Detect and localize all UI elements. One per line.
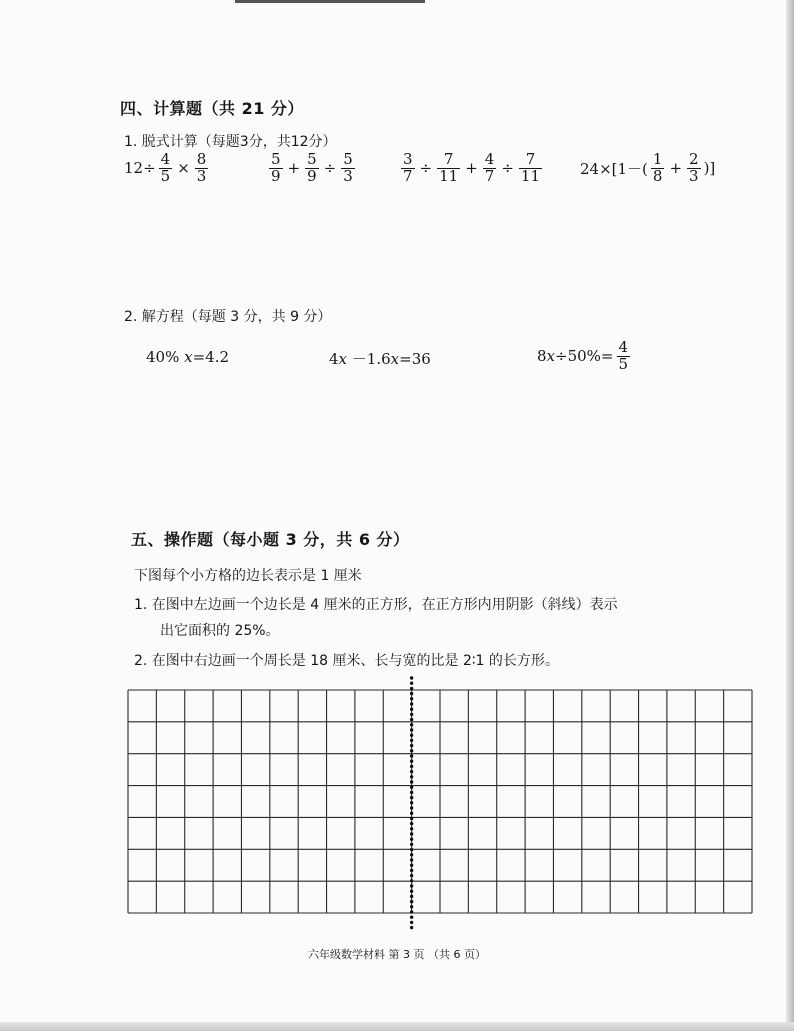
numerator: 3	[403, 150, 413, 168]
divider-dot	[410, 812, 413, 815]
divider-dot	[410, 713, 413, 716]
divider-dot	[410, 843, 413, 846]
operator: ÷	[419, 159, 433, 178]
divider-dot	[410, 848, 413, 851]
divider-dot	[410, 692, 413, 695]
section5-title: 五、操作题（每小题 3 分，共 6 分）	[131, 530, 410, 549]
divider-dot	[410, 895, 413, 898]
numerator: 4	[484, 150, 495, 168]
divider-dot	[410, 702, 413, 705]
operator: +	[287, 159, 301, 178]
denominator: 11	[520, 166, 541, 185]
variable: x	[338, 349, 348, 368]
divider-dot	[410, 739, 413, 742]
expr-text: 40%	[146, 348, 180, 366]
expr-text: 12÷	[124, 159, 156, 178]
expr-text: 24×[1－(	[580, 159, 648, 178]
task-1-line-1: 1. 在图中左边画一个边长是 4 厘米的正方形，在正方形内用阴影（斜线）表示	[134, 597, 618, 613]
numerator: 2	[689, 150, 699, 168]
divider-dot	[410, 734, 413, 737]
expr-text: －1.6	[351, 350, 391, 368]
divider-dot	[410, 921, 413, 924]
variable: x	[390, 349, 400, 368]
numerator: 7	[525, 150, 536, 168]
divider-dot	[410, 682, 413, 685]
expr-text: )]	[703, 159, 716, 178]
denominator: 9	[307, 166, 317, 185]
denominator: 11	[439, 166, 459, 185]
expr-text: =36	[399, 349, 431, 368]
numerator: 5	[307, 150, 317, 168]
divider-dot	[410, 916, 413, 919]
divider-dot	[410, 780, 413, 783]
divider-dot	[410, 775, 413, 778]
numerator: 4	[618, 338, 629, 356]
numerator: 8	[196, 150, 207, 168]
divider-dot	[410, 718, 413, 721]
numerator: 1	[652, 150, 663, 168]
divider-dot	[410, 869, 413, 872]
numerator: 7	[443, 150, 454, 168]
numerator: 5	[271, 150, 281, 168]
variable: x	[184, 348, 193, 366]
divider-dot	[410, 832, 413, 835]
divider-dot	[410, 744, 413, 747]
divider-dot	[410, 884, 413, 887]
task-2-text: 2. 在图中右边画一个周长是 18 厘米、长与宽的比是 2∶1 的长方形。	[134, 653, 559, 669]
divider-dot	[410, 786, 413, 789]
divider-dot	[410, 890, 413, 893]
denominator: 3	[689, 166, 699, 185]
divider-dot	[410, 708, 413, 711]
numerator: 5	[343, 150, 353, 168]
denominator: 3	[196, 166, 207, 185]
numerator: 4	[160, 150, 171, 168]
operator: ÷	[501, 159, 514, 178]
section4-title: 四、计算题（共 21 分）	[120, 99, 304, 118]
divider-dot	[410, 864, 413, 867]
denominator: 5	[160, 166, 171, 185]
denominator: 7	[484, 166, 495, 185]
divider-dot	[410, 697, 413, 700]
divider-dot	[410, 905, 413, 908]
divider-dot	[410, 874, 413, 877]
divider-dot	[410, 723, 413, 726]
expr-text: =4.2	[192, 348, 230, 366]
divider-dot	[410, 838, 413, 841]
page-footer: 六年级数学材料 第 3 页 （共 6 页）	[308, 948, 486, 961]
task-1-line-2: 出它面积的 25%。	[160, 623, 280, 639]
divider-dot	[410, 791, 413, 794]
denominator: 9	[271, 166, 281, 185]
variable: x	[546, 347, 556, 366]
operator: +	[669, 159, 683, 178]
divider-dot	[410, 827, 413, 830]
denominator: 3	[343, 166, 353, 185]
divider-dot	[410, 754, 413, 757]
divider-dot	[410, 817, 413, 820]
divider-dot	[410, 900, 413, 903]
q1-title: 1. 脱式计算（每题3分，共12分）	[124, 134, 337, 150]
operator: +	[465, 159, 478, 178]
operator: ×	[177, 159, 190, 178]
divider-dot	[410, 801, 413, 804]
operator: ÷	[323, 159, 337, 178]
expr-text: 4	[329, 349, 339, 368]
divider-dot	[410, 822, 413, 825]
divider-dot	[410, 749, 413, 752]
divider-dot	[410, 858, 413, 861]
grid-intro-text: 下图每个小方格的边长表示是 1 厘米	[134, 568, 362, 584]
divider-dot	[410, 765, 413, 768]
divider-dot	[410, 879, 413, 882]
denominator: 8	[652, 166, 663, 185]
divider-dot	[410, 676, 413, 679]
denominator: 5	[618, 354, 629, 373]
divider-dot	[410, 853, 413, 856]
divider-dot	[410, 687, 413, 690]
divider-dot	[410, 910, 413, 913]
q2-title: 2. 解方程（每题 3 分，共 9 分）	[124, 309, 332, 325]
expr-text: 8	[537, 347, 547, 366]
divider-dot	[410, 796, 413, 799]
divider-dot	[410, 806, 413, 809]
divider-dot	[410, 760, 413, 763]
divider-dot	[410, 926, 413, 929]
divider-dot	[410, 770, 413, 773]
divider-dot	[410, 728, 413, 731]
expr-text: ÷50%=	[555, 347, 614, 366]
denominator: 7	[403, 166, 413, 185]
